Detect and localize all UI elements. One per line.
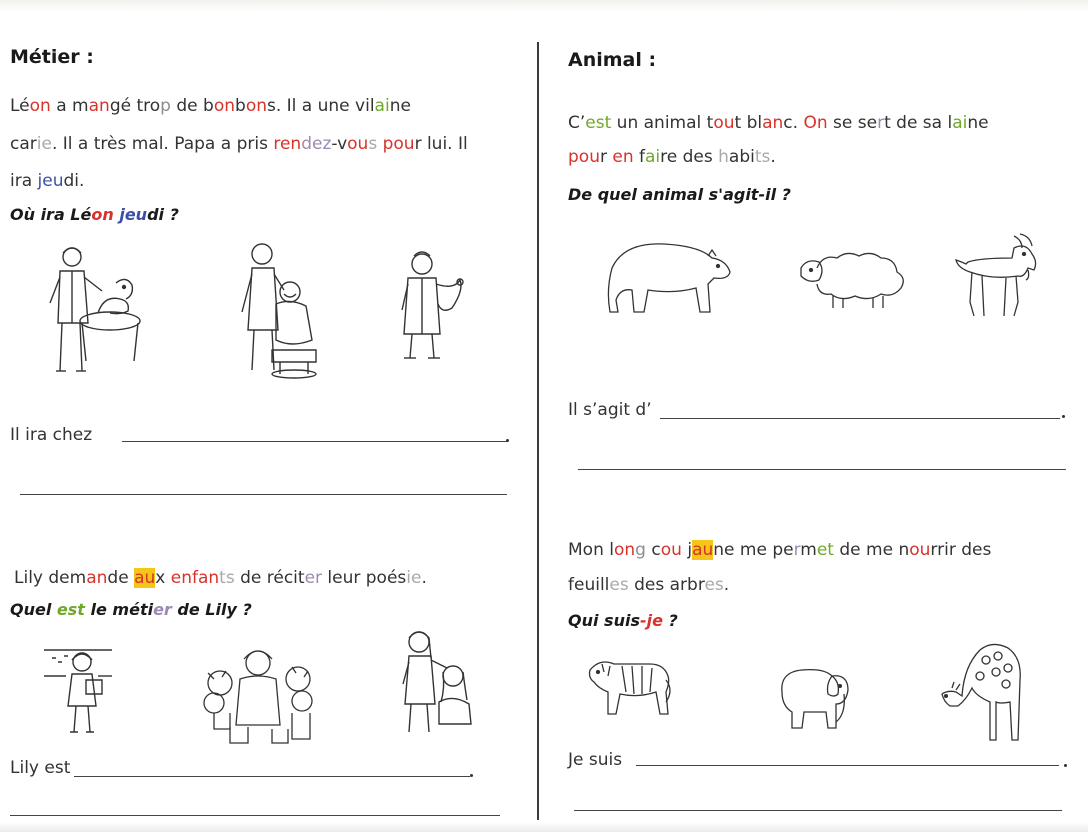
right-title: Animal : [568,49,657,71]
left-story-line-1: Léon a mangé trop de bonbons. Il a une vilaine [10,96,411,116]
left-story-line-2: carie. Il a très mal. Papa a pris rendez-vous pour lui. Il [10,134,468,154]
answer-dot-3 [1062,415,1065,418]
right-story2-line-1: Mon long cou jaune me permet de me nourrir des [568,540,992,560]
right-question-2: Qui suis-je ? [568,611,678,630]
left-question-2: Quel est le métier de Lily ? [10,600,252,619]
column-divider [537,42,539,820]
tiger-icon [586,652,672,720]
answer-line-3[interactable] [660,418,1060,419]
answer-label-4: Je suis [568,750,623,770]
doctor-icon [398,250,468,364]
answer-label-2: Lily est [10,758,71,778]
florist-icon [200,643,320,747]
answer-line-4b[interactable] [574,810,1062,811]
sheep-icon [797,248,911,310]
polar-bear-icon [604,238,734,320]
vet-icon [40,243,140,383]
answer-line-1[interactable] [122,441,507,442]
answer-label-1: Il ira chez [10,425,93,445]
hairdresser-icon [395,628,475,738]
right-story-line-1: C’est un animal tout blanc. On se sert de sa laine [568,113,989,133]
answer-dot-1 [506,439,509,442]
answer-dot-2 [470,774,473,777]
left-story2: Lily demande aux enfants de réciter leur poésie. [14,568,427,588]
answer-dot-4 [1064,764,1067,767]
scan-edge-bottom [0,822,1088,832]
right-question-1: De quel animal s'agit-il ? [568,185,791,204]
answer-label-3: Il s’agit d’ [568,400,652,420]
scan-edge-top [0,0,1088,12]
right-story2-line-2: feuilles des arbres. [568,575,730,595]
answer-line-1b[interactable] [20,494,507,495]
answer-line-2b[interactable] [10,815,500,816]
right-story-line-2: pour en faire des habits. [568,147,776,167]
left-story-line-3: ira jeudi. [10,171,85,191]
left-question-1: Où ira Léon jeudi ? [10,205,179,224]
answer-line-4[interactable] [636,765,1059,766]
goat-icon [952,232,1042,320]
teacher-icon [42,640,122,740]
answer-line-2[interactable] [74,776,470,777]
giraffe-icon [936,636,1026,746]
elephant-icon [774,664,852,734]
dentist-icon [232,240,322,380]
answer-line-3b[interactable] [578,469,1066,470]
left-title: Métier : [10,46,94,68]
